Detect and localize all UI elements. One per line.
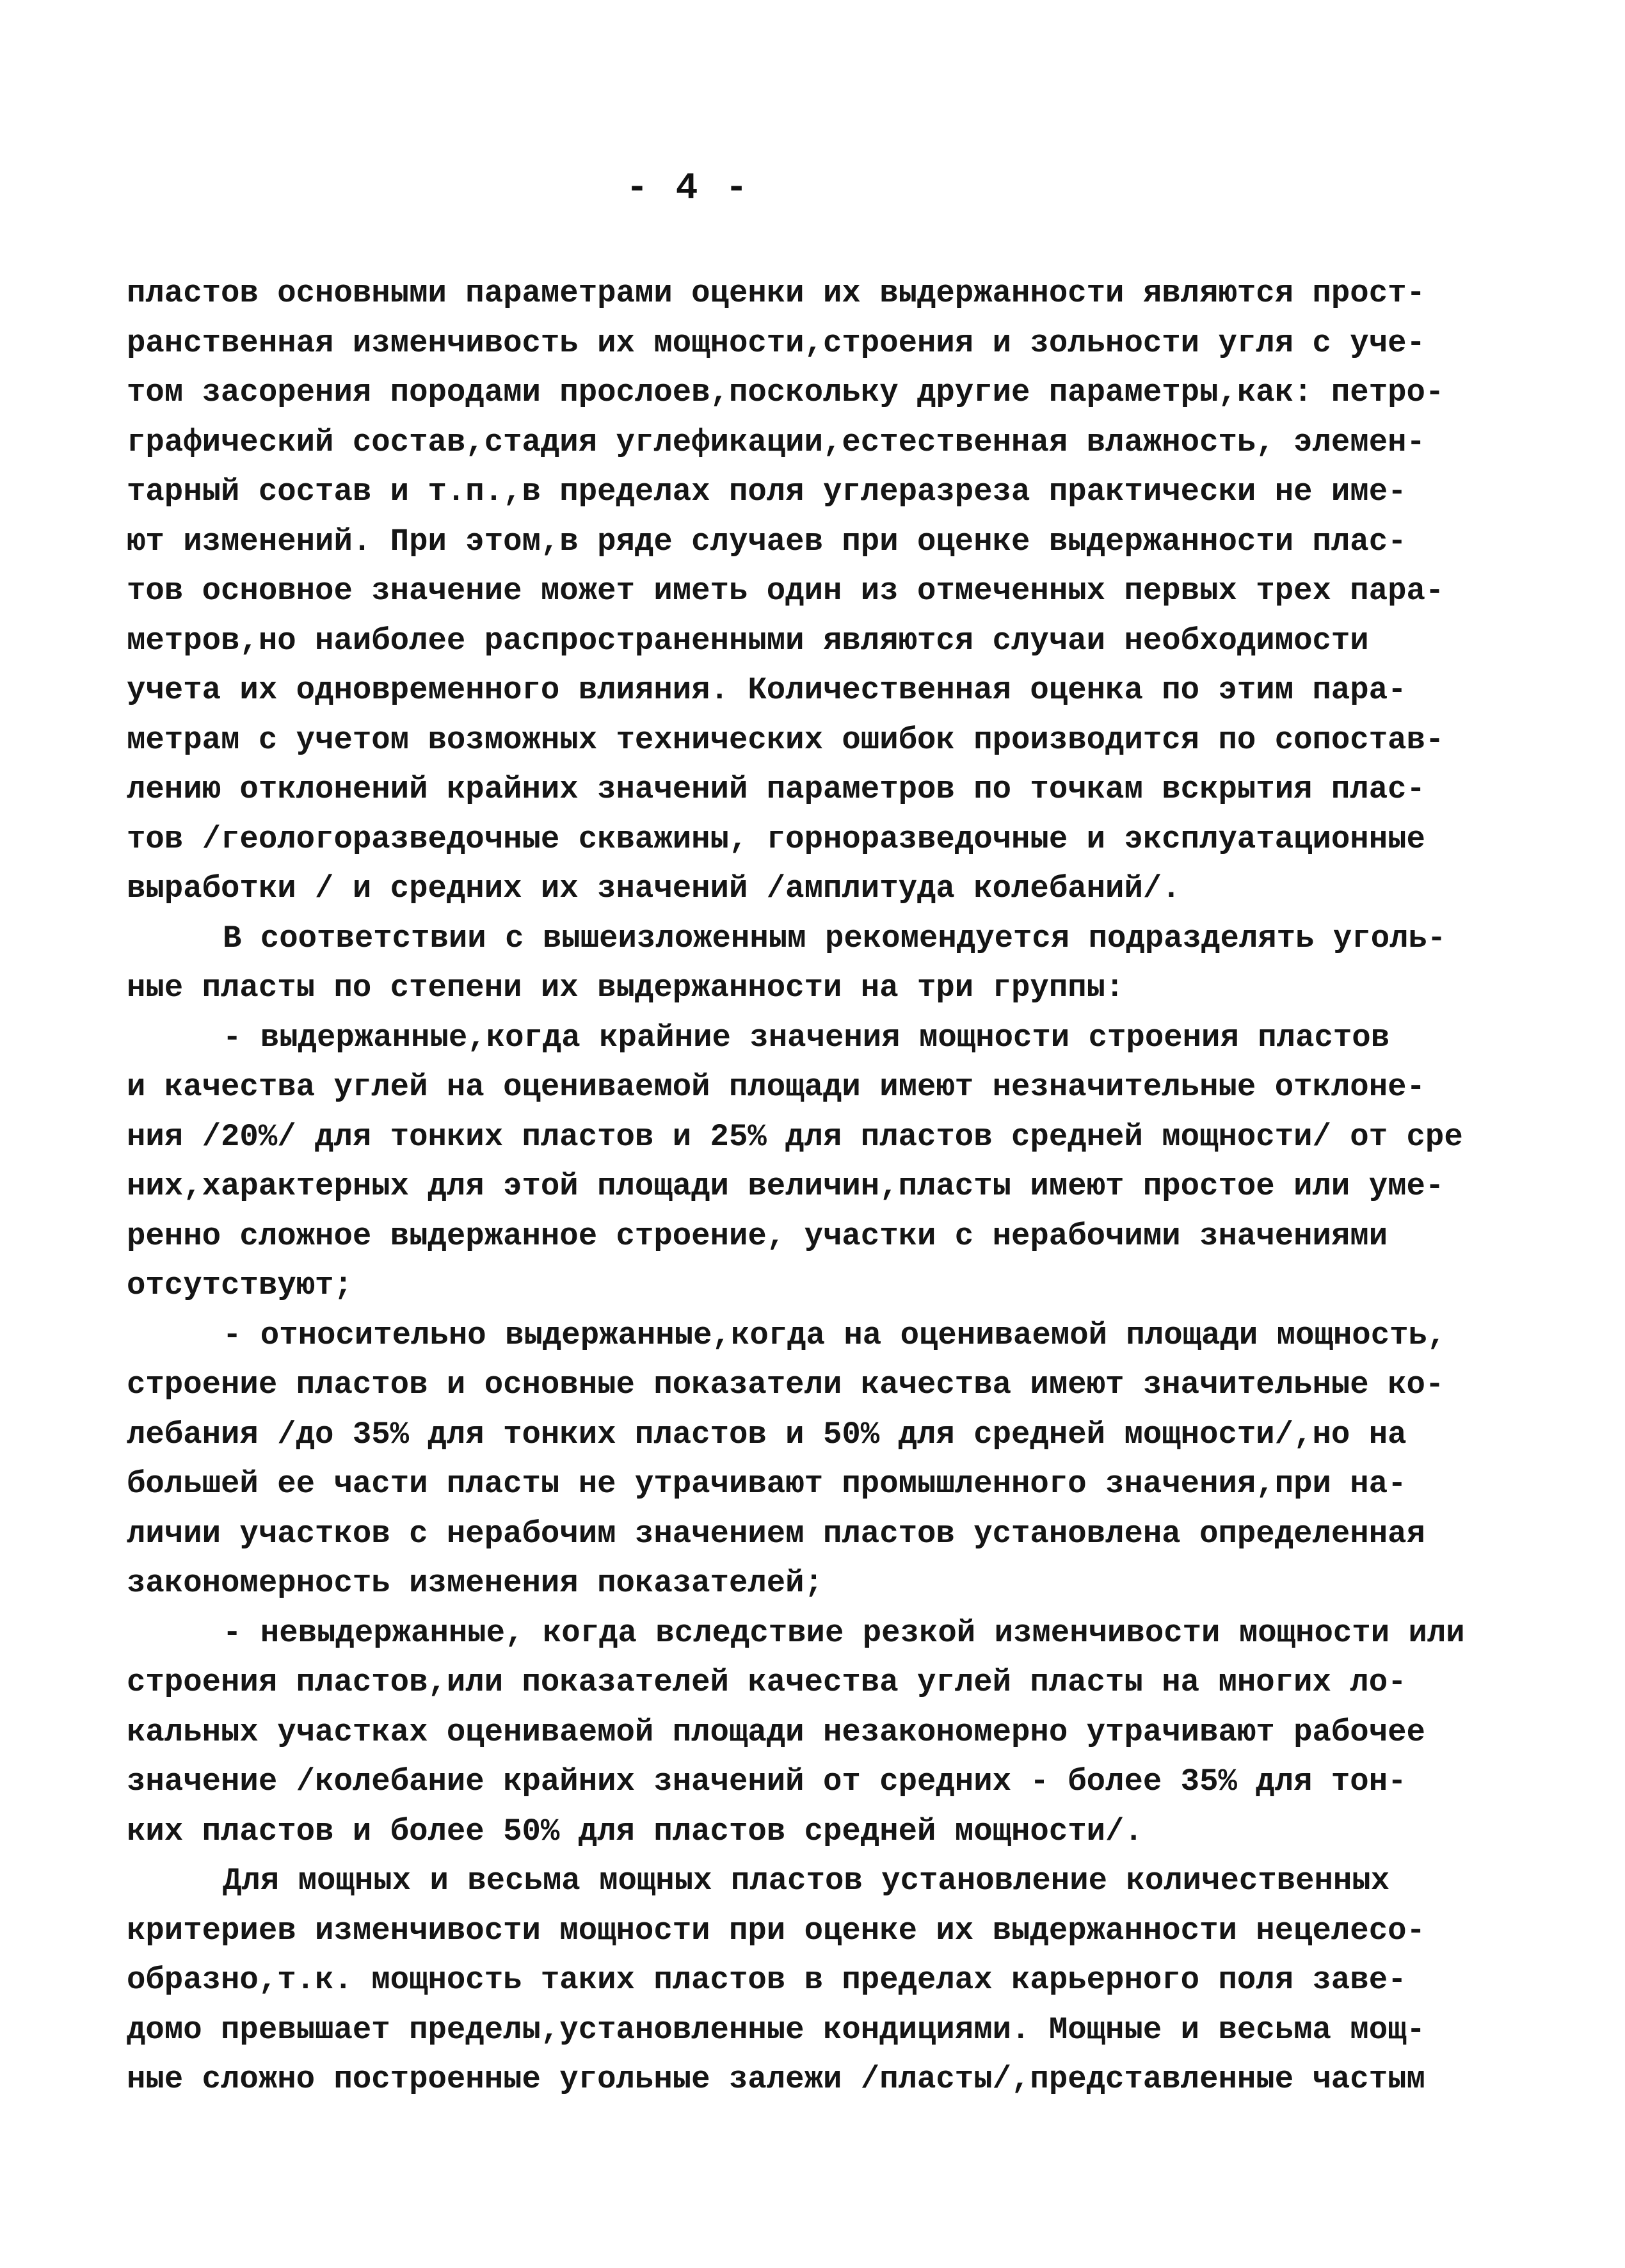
text-line: и качества углей на оцениваемой площади имеют незначительные отклоне- bbox=[127, 1069, 1425, 1105]
text-line: - невыдержанные, когда вследствие резкой изменчивости мощности или bbox=[223, 1614, 1465, 1651]
text-line: - выдержанные,когда крайние значения мощности строения пластов bbox=[223, 1019, 1390, 1056]
text-line: пластов основными параметрами оценки их выдержанности являются прост- bbox=[127, 275, 1425, 311]
text-line: значение /колебание крайних значений от средних - более 35% для тон- bbox=[127, 1764, 1407, 1799]
text-line: тарный состав и т.п.,в пределах поля углеразреза практически не име- bbox=[127, 474, 1407, 510]
text-line: ные пласты по степени их выдержанности на три группы: bbox=[127, 970, 1125, 1006]
text-line: строение пластов и основные показатели качества имеют значительные ко- bbox=[127, 1367, 1445, 1403]
text-line: том засорения породами прослоев,поскольку другие параметры,как: петро- bbox=[127, 374, 1445, 410]
text-line: графический состав,стадия углефикации,естественная влажность, элемен- bbox=[127, 424, 1425, 460]
text-line: личии участков с нерабочим значением пластов установлена определенная bbox=[127, 1515, 1425, 1552]
text-line: метрам с учетом возможных технических ошибок производится по сопостав- bbox=[127, 721, 1445, 758]
text-line: учета их одновременного влияния. Количественная оценка по этим пара- bbox=[127, 672, 1407, 708]
page-number: - 4 - bbox=[625, 168, 751, 209]
text-line: метров,но наиболее распространенными являются случаи необходимости bbox=[127, 622, 1369, 659]
text-line: ют изменений. При этом,в ряде случаев при оценке выдержанности плас- bbox=[127, 523, 1407, 559]
text-line: отсутствуют; bbox=[127, 1267, 353, 1303]
text-line: ния /20%/ для тонких пластов и 25% для пластов средней мощности/ от сре bbox=[127, 1118, 1463, 1155]
text-line: - относительно выдержанные,когда на оцениваемой площади мощность, bbox=[223, 1317, 1446, 1353]
text-line: ные сложно построенные угольные залежи /пласты/,представленные частым bbox=[127, 2061, 1425, 2097]
text-line: ренно сложное выдержанное строение, участки с нерабочими значениями bbox=[127, 1218, 1388, 1254]
text-line: В соответствии с вышеизложенным рекомендуется подразделять уголь- bbox=[223, 920, 1446, 956]
text-line: выработки / и средних их значений /амплитуда колебаний/. bbox=[127, 871, 1181, 906]
text-line: большей ее части пласты не утрачивают промышленного значения,при на- bbox=[127, 1466, 1407, 1502]
text-line: строения пластов,или показателей качества углей пласты на многих ло- bbox=[127, 1664, 1407, 1700]
text-line: кальных участках оцениваемой площади незакономерно утрачивают рабочее bbox=[127, 1714, 1425, 1750]
text-line: лению отклонений крайних значений параметров по точкам вскрытия плас- bbox=[127, 771, 1425, 807]
text-line: них,характерных для этой площади величин,пласты имеют простое или уме- bbox=[127, 1168, 1445, 1204]
text-line: закономерность изменения показателей; bbox=[127, 1565, 823, 1601]
text-line: Для мощных и весьма мощных пластов установление количественных bbox=[223, 1863, 1390, 1899]
text-line: лебания /до 35% для тонких пластов и 50% для средней мощности/,но на bbox=[127, 1416, 1407, 1452]
text-line: домо превышает пределы,установленные кондициями. Мощные и весьма мощ- bbox=[127, 2011, 1425, 2048]
text-line: ких пластов и более 50% для пластов средней мощности/. bbox=[127, 1813, 1143, 1849]
body-text bbox=[127, 269, 1522, 2105]
text-line: критериев изменчивости мощности при оценке их выдержанности нецелесо- bbox=[127, 1912, 1425, 1949]
text-line: образно,т.к. мощность таких пластов в пределах карьерного поля заве- bbox=[127, 1962, 1407, 1998]
text-line: ранственная изменчивость их мощности,строения и зольности угля с уче- bbox=[127, 325, 1425, 361]
text-line: тов основное значение может иметь один из отмеченных первых трех пара- bbox=[127, 573, 1445, 609]
text-line: тов /геологоразведочные скважины, горноразведочные и эксплуатационные bbox=[127, 821, 1425, 857]
